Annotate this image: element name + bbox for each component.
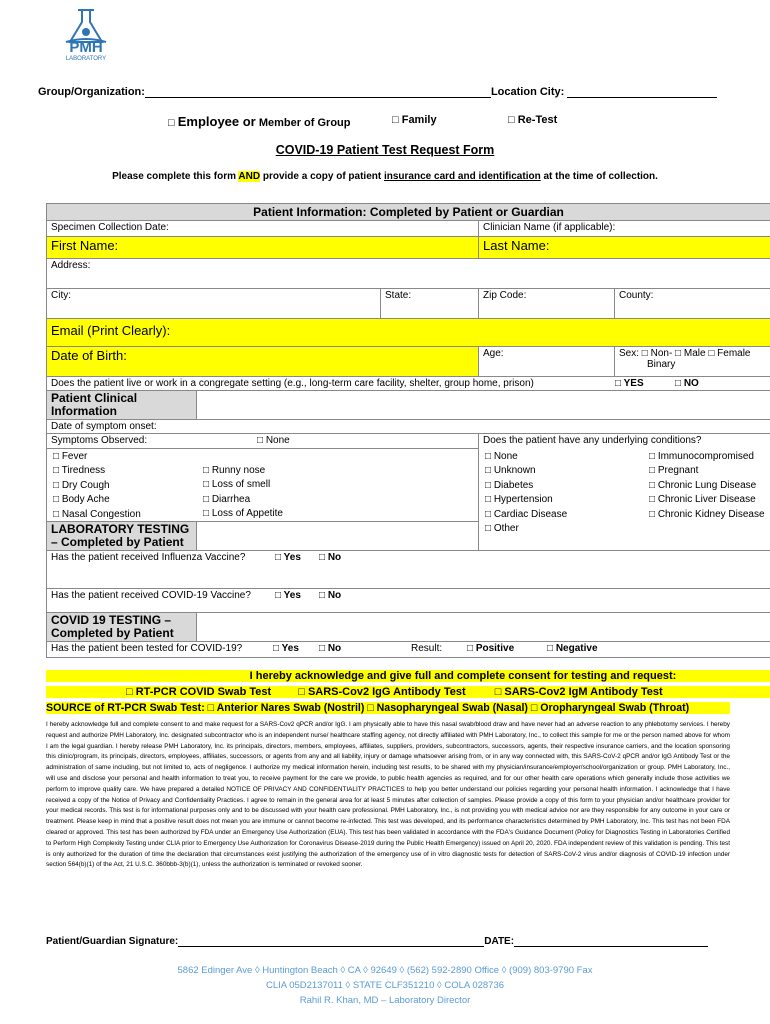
symptoms-label: Symptoms Observed: — [51, 435, 148, 446]
logo-name: PMH — [69, 39, 103, 56]
result-label: Result: — [411, 643, 443, 654]
flu-no-checkbox[interactable]: □ No — [319, 552, 342, 563]
result-positive-checkbox[interactable]: □ Positive — [467, 643, 515, 654]
covid-vax-yes-checkbox[interactable]: □ Yes — [275, 590, 301, 601]
patient-info-header: Patient Information: Completed by Patient or Guardian — [47, 204, 770, 221]
consent-acknowledgement: I hereby acknowledge and give full and complete consent for testing and request: — [46, 670, 770, 682]
group-org-field[interactable] — [38, 86, 717, 98]
condition-checkbox[interactable]: □ Chronic Kidney Disease — [649, 508, 765, 520]
instructions: Please complete this form AND provide a copy of patient insurance card and identification at the time of collection. — [112, 171, 658, 182]
patient-form-table — [46, 203, 770, 658]
symptoms-section — [47, 434, 479, 522]
symptom-checkbox[interactable]: □ Loss of Appetite — [203, 508, 283, 520]
flu-vaccine-row — [47, 551, 770, 589]
congregate-yes-checkbox[interactable]: □ YES — [615, 378, 644, 389]
consent-legal-text: I hereby acknowledge full and complete consent to and make request for a SARS-Cov2 qPCR and/or IgG. I am physically able to have this nasal swab/blood draw and have never had an adverse reaction to any phlebotomy services. I hereby request and authorize PMH Laboratory, Inc. designated subcontractor who is an independent nurse/ healthcare staffing agency, not directly affiliated with PMH Laboratory, Inc., to collect this sample for me or the person named above for whom I am the legal guardian. I hereby release PMH Laboratory, Inc. its principals, directors, members, employees, affiliates, suppliers, providers, subcontractors, successors, agents, their respective insurance carriers, and the location sponsoring this clinic/program, its principals, directors, employees, affiliates, successors, or agents from any and all liability, injury or damage whatsoever arising from, or in any way connected with, this SARS-CoV-2 qPCR and/or IgG Antibody Test or the administration of same including, but not limited to, acts of negligence. I authorize my medical information herein, including test results, to be shared with my physician/insurance/employer/school/organization or group. PMH Laboratory, Inc., will use and disclose your personal and health information to treat you, to receive payment for the care we provide, to public health agencies as required, and for our other health care operations which generally include those activities we perform to improve quality care. We have prepared a detailed NOTICE OF PRIVACY AND CONFIDENTIALITY PRACTICES to help you better understand our policies regarding your personal health information. I acknowledge that I have received a copy of the Notice of Privacy and Confidentiality Practices. I agree to remain in the general area for at least 5 minutes after collection of samples. Please provide a copy of this form to your physician and/or healthcare provider for your medical records. This test is for informational purposes only and to be discussed with your health care professional. PMH Laboratory, Inc., is not providing you with medical advice nor are they responsible for any outcome in your care or treatment. Please keep in mind that a positive result does not mean you are immune or cannot become re-infected. This test was developed, and its performance characteristics determined by PMH Laboratory, Inc. This test has not been FDA cleared or approved. This test has been authorized by FDA under an Emergency Use Authorization (EUA). This test has been validated in accordance with the FDA's Guidance Document (Policy for Diagnostics Testing in Laboratories Certified to Perform High Complexity Testing under CLIA prior to Emergency Use Authorization for Coronavirus Disease-2019 during the Public Health Emergency) issued on April 20, 2020. FDA independent review of this validation is pending. This test is only authorized for the duration of time the declaration that circumstances exist justifying the authorization of the emergency use of in vitro diagnostic tests for detection of SARS-CoV-2 virus and/or diagnosis of COVID-19 infection under section 564(b)(1) of the Act, 21 U.S.C. 360bbb-3(b)(1), unless the authorization is terminated or revoked sooner. — [46, 721, 730, 869]
tested-no-checkbox[interactable]: □ No — [319, 643, 342, 654]
igm-checkbox[interactable]: □ SARS-Cov2 IgM Antibody Test — [494, 686, 663, 698]
symptom-checkbox[interactable]: □ Loss of smell — [203, 479, 271, 491]
state-field[interactable]: State: — [381, 289, 479, 319]
test-options-row — [46, 686, 770, 698]
signature-label: Patient/Guardian Signature: — [46, 936, 179, 947]
footer-director: Rahil R. Khan, MD – Laboratory Director — [299, 995, 471, 1006]
conditions-section — [479, 434, 770, 551]
specimen-date-field[interactable]: Specimen Collection Date: — [47, 221, 479, 237]
city-field[interactable]: City: — [47, 289, 381, 319]
condition-checkbox[interactable]: □ Unknown — [485, 465, 536, 477]
symptom-none-checkbox[interactable]: □ None — [257, 435, 290, 446]
symptom-checkbox[interactable]: □ Fever — [53, 451, 88, 462]
logo-subtitle: LABORATORY — [65, 56, 107, 62]
flu-yes-checkbox[interactable]: □ Yes — [275, 552, 301, 563]
symptom-checkbox[interactable]: □ Nasal Congestion — [53, 508, 141, 520]
symptom-checkbox[interactable]: □ Tiredness — [53, 465, 106, 477]
member-option: Member of Group — [258, 117, 351, 129]
covid-vaccine-question: Has the patient received COVID-19 Vaccine? — [51, 590, 251, 601]
retest-option: Re-Test — [517, 114, 558, 126]
covid-vax-no-checkbox[interactable]: □ No — [319, 590, 342, 601]
signature-row[interactable] — [46, 936, 708, 947]
rtpcr-checkbox[interactable]: □ RT-PCR COVID Swab Test — [126, 686, 272, 698]
tested-yes-checkbox[interactable]: □ Yes — [273, 643, 299, 654]
condition-checkbox[interactable]: □ Immunocompromised — [649, 451, 754, 462]
symptom-checkbox[interactable]: □ Diarrhea — [203, 493, 251, 505]
flu-vaccine-question: Has the patient received Influenza Vaccine? — [51, 552, 246, 563]
lab-testing-header: LABORATORY TESTING – Completed by Patient — [47, 522, 197, 551]
covid-tested-row — [47, 642, 770, 658]
email-field[interactable]: Email (Print Clearly): — [47, 319, 770, 347]
condition-checkbox[interactable]: □ Other — [485, 523, 519, 535]
county-field[interactable]: County: — [615, 289, 770, 319]
swab-source-row[interactable]: SOURCE of RT-PCR Swab Test: □ Anterior Nares Swab (Nostril) □ Nasopharyngeal Swab (Nasal) □ Oropharyngeal Swab (Throat) — [46, 702, 730, 714]
symptom-checkbox[interactable]: □ Body Ache — [53, 494, 110, 506]
dob-field[interactable]: Date of Birth: — [47, 347, 479, 377]
age-field[interactable]: Age: — [479, 347, 615, 377]
employee-option: Employee or — [177, 114, 256, 129]
family-checkbox[interactable]: □ — [392, 114, 399, 126]
condition-checkbox[interactable]: □ Chronic Lung Disease — [649, 479, 757, 491]
condition-checkbox[interactable]: □ None — [485, 451, 518, 462]
clinician-field[interactable]: Clinician Name (if applicable): — [479, 221, 770, 237]
first-name-field[interactable]: First Name: — [47, 237, 479, 259]
condition-checkbox[interactable]: □ Cardiac Disease — [485, 508, 568, 520]
condition-checkbox[interactable]: □ Pregnant — [649, 465, 699, 477]
symptom-checkbox[interactable]: □ Dry Cough — [53, 479, 110, 491]
conditions-label: Does the patient have any underlying conditions? — [483, 435, 702, 446]
sex-field[interactable]: Sex: □ Non- □ Male □ Female Binary — [615, 347, 770, 377]
covid-vaccine-row — [47, 589, 770, 613]
condition-checkbox[interactable]: □ Diabetes — [485, 479, 534, 491]
clinical-info-header: Patient Clinical Information — [47, 391, 197, 420]
family-option: Family — [401, 114, 437, 126]
congregate-no-checkbox[interactable]: □ NO — [675, 378, 699, 389]
last-name-field[interactable]: Last Name: — [479, 237, 770, 259]
covid-tested-question: Has the patient been tested for COVID-19? — [51, 643, 243, 654]
footer-clia: CLIA 05D2137011 ◊ STATE CLF351210 ◊ COLA 028736 — [265, 980, 505, 991]
group-org-label: Group/Organization: — [38, 86, 145, 98]
congregate-question: Does the patient live or work in a congregate setting (e.g., long-term care facility, shelter, group home, prison) — [51, 378, 534, 389]
date-label: DATE: — [484, 936, 515, 947]
symptom-checkbox[interactable]: □ Runny nose — [203, 465, 266, 476]
employee-checkbox[interactable]: □ — [168, 117, 175, 129]
congregate-row — [47, 377, 770, 391]
footer-address: 5862 Edinger Ave ◊ Huntington Beach ◊ CA ◊ 92649 ◊ (562) 592-2890 Office ◊ (909) 803-9790 Fax — [177, 965, 593, 976]
condition-checkbox[interactable]: □ Chronic Liver Disease — [649, 494, 756, 506]
symptom-onset-field[interactable]: Date of symptom onset: — [47, 420, 770, 434]
igg-checkbox[interactable]: □ SARS-Cov2 IgG Antibody Test — [298, 686, 466, 698]
condition-checkbox[interactable]: □ Hypertension — [485, 494, 553, 506]
covid-testing-header: COVID 19 TESTING – Completed by Patient — [47, 613, 197, 642]
page-title: COVID-19 Patient Test Request Form — [275, 143, 495, 157]
zip-field[interactable]: Zip Code: — [479, 289, 615, 319]
result-negative-checkbox[interactable]: □ Negative — [547, 643, 598, 654]
retest-checkbox[interactable]: □ — [508, 114, 515, 126]
address-field[interactable]: Address: — [47, 259, 770, 289]
location-city-label: Location City: — [490, 86, 565, 98]
